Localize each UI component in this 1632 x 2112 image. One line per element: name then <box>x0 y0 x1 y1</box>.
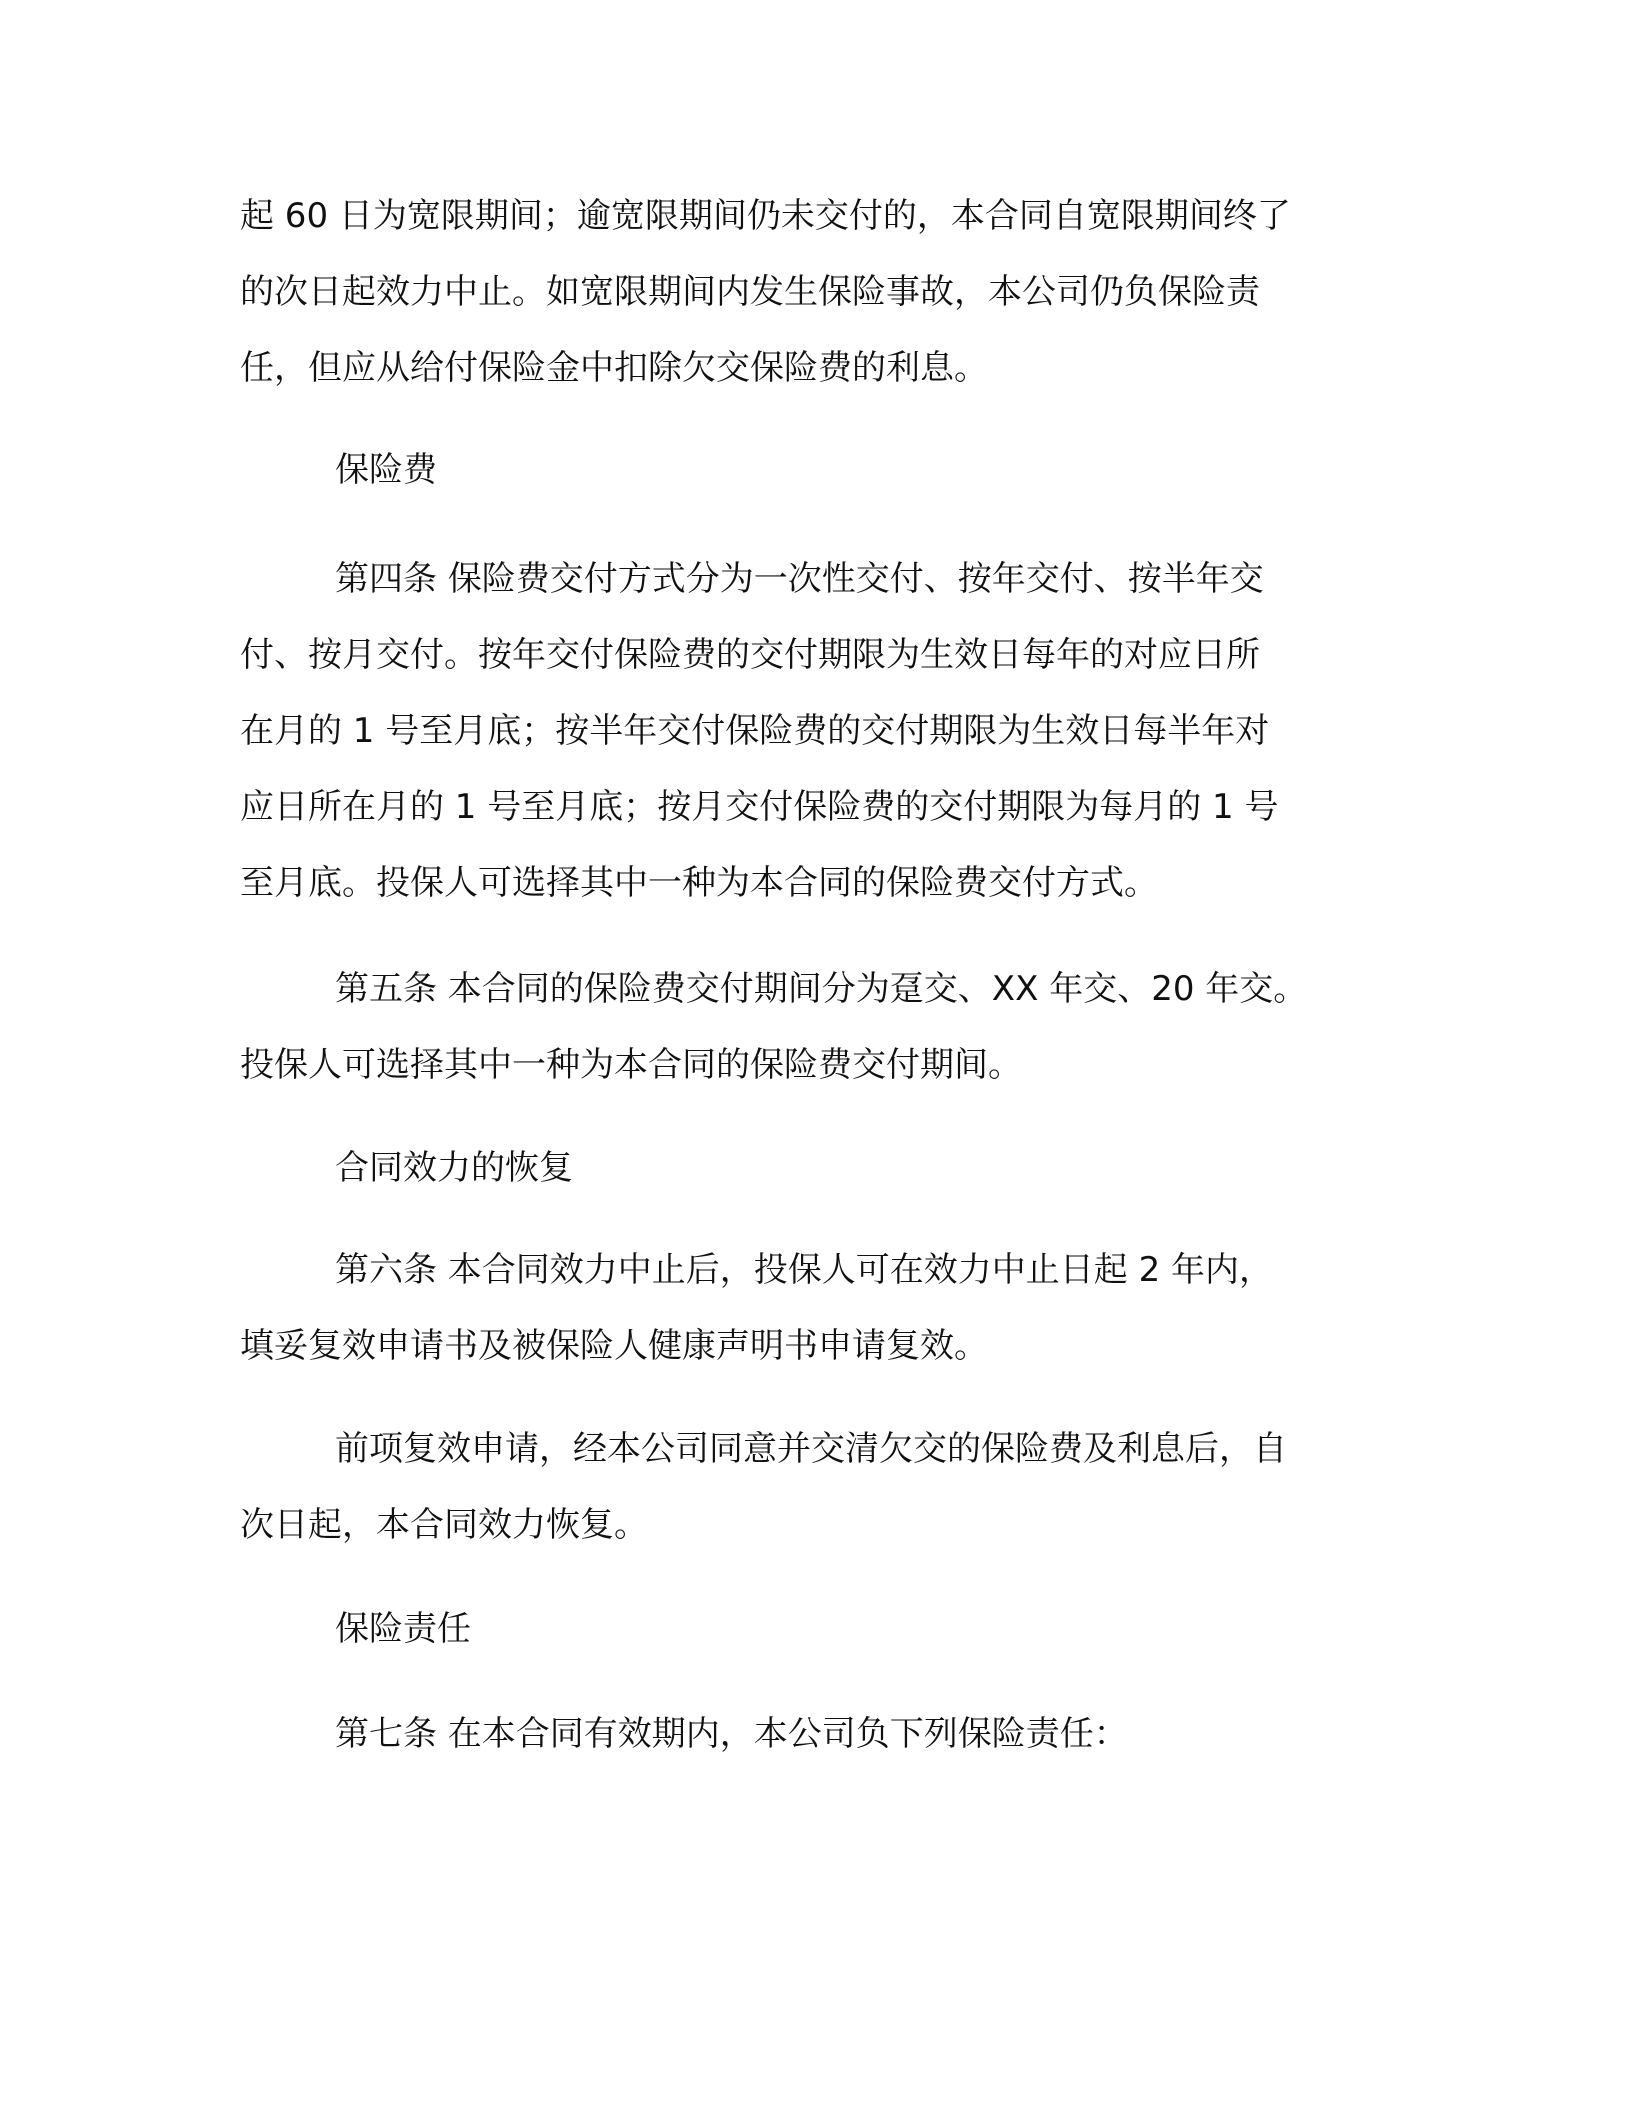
article-4-line-2: 付、按月交付。按年交付保险费的交付期限为生效日每年的对应日所 <box>240 635 1260 675</box>
text-line-grace-period-1: 起 60 日为宽限期间；逾宽限期间仍未交付的，本合同自宽限期间终了 <box>240 196 1291 236</box>
article-7-line-1: 第七条 在本合同有效期内，本公司负下列保险责任： <box>335 1714 1128 1754</box>
article-4-line-5: 至月底。投保人可选择其中一种为本合同的保险费交付方式。 <box>240 863 1158 903</box>
article-6-line-1: 第六条 本合同效力中止后，投保人可在效力中止日起 2 年内， <box>335 1250 1274 1290</box>
section-heading-coverage: 保险责任 <box>335 1609 471 1649</box>
section-heading-premium: 保险费 <box>335 450 437 490</box>
reinstatement-paragraph-line-1: 前项复效申请，经本公司同意并交清欠交的保险费及利息后，自 <box>335 1429 1287 1469</box>
article-6-line-2: 填妥复效申请书及被保险人健康声明书申请复效。 <box>240 1326 988 1366</box>
section-heading-reinstatement: 合同效力的恢复 <box>335 1148 573 1188</box>
reinstatement-paragraph-line-2: 次日起，本合同效力恢复。 <box>240 1505 648 1545</box>
article-5-line-1: 第五条 本合同的保险费交付期间分为趸交、XX 年交、20 年交。 <box>335 969 1308 1009</box>
article-5-line-2: 投保人可选择其中一种为本合同的保险费交付期间。 <box>240 1045 1022 1085</box>
text-line-grace-period-2: 的次日起效力中止。如宽限期间内发生保险事故，本公司仍负保险责 <box>240 272 1260 312</box>
text-line-grace-period-3: 任，但应从给付保险金中扣除欠交保险费的利息。 <box>240 348 988 388</box>
article-4-line-3: 在月的 1 号至月底；按半年交付保险费的交付期限为生效日每半年对 <box>240 711 1270 751</box>
article-4-line-1: 第四条 保险费交付方式分为一次性交付、按年交付、按半年交 <box>335 559 1264 599</box>
article-4-line-4: 应日所在月的 1 号至月底；按月交付保险费的交付期限为每月的 1 号 <box>240 787 1279 827</box>
